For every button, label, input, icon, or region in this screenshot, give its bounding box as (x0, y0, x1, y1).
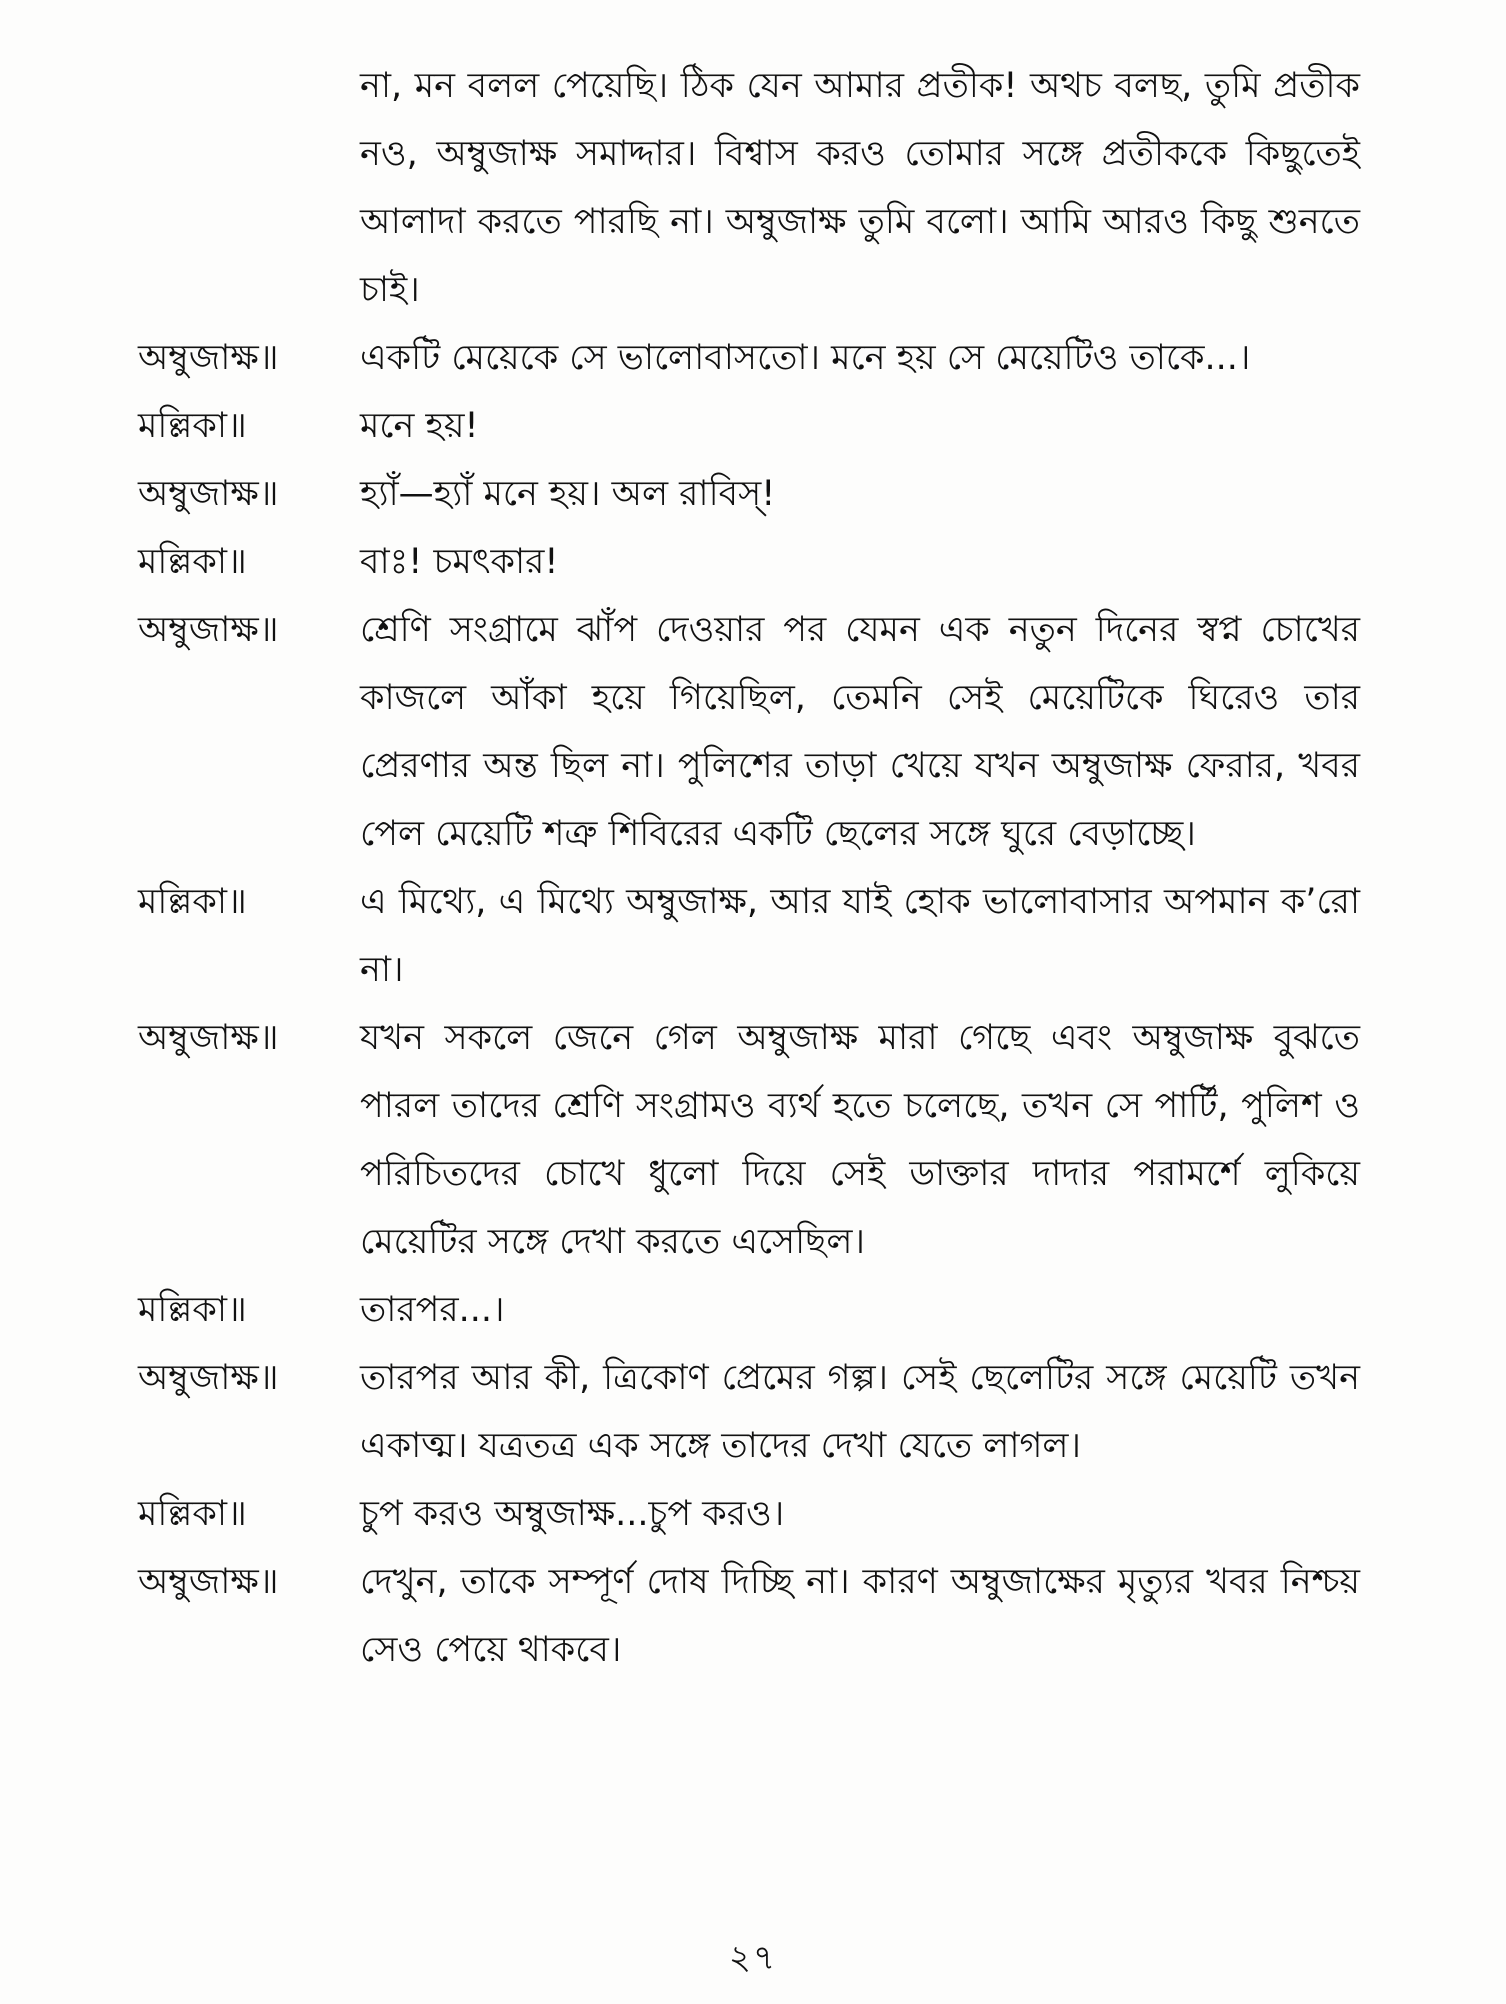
dialogue-text: তারপর...। (360, 1290, 505, 1330)
dialogue-row (138, 1480, 1368, 1548)
speaker-name: মল্লিকা॥ (138, 882, 247, 922)
dialogue-text: শ্রেণি সংগ্রামে ঝাঁপ দেওয়ার পর যেমন এক নতুন দিনের স্বপ্ন চোখের কাজলে আঁকা হয়ে গিয়েছিল, তেমনি সেই মেয়েটিকে ঘিরেও তার প্রেরণার অন্ত ছিল না। পুলিশের তাড়া খেয়ে যখন অম্বুজাক্ষ ফেরার, খবর পেল মেয়েটি শত্রু শিবিরের একটি ছেলের সঙ্গে ঘুরে বেড়াচ্ছে। (360, 610, 1360, 854)
dialogue-text: একটি মেয়েকে সে ভালোবাসতো। মনে হয় সে মেয়েটিও তাকে...। (360, 338, 1251, 378)
dialogue-row (138, 460, 1368, 528)
dialogue-text: দেখুন, তাকে সম্পূর্ণ দোষ দিচ্ছি না। কারণ অম্বুজাক্ষের মৃত্যুর খবর নিশ্চয় সেও পেয়ে থাকবে। (360, 1562, 1360, 1670)
dialogue-row (138, 1548, 1368, 1684)
dialogue-row (138, 528, 1368, 596)
dialogue-row (138, 1004, 1368, 1276)
dialogue-row (138, 392, 1368, 460)
speaker-name: মল্লিকা॥ (138, 1290, 247, 1330)
dialogue-row (138, 1276, 1368, 1344)
page-number: ২৭ (728, 1938, 778, 1978)
dialogue-row (138, 324, 1368, 392)
dialogue-row (138, 1344, 1368, 1480)
speaker-name: মল্লিকা॥ (138, 406, 247, 446)
speaker-name: মল্লিকা॥ (138, 1494, 247, 1534)
dialogue-text: তারপর আর কী, ত্রিকোণ প্রেমের গল্প। সেই ছেলেটির সঙ্গে মেয়েটি তখন একাত্ম। যত্রতত্র এক সঙ্গে তাদের দেখা যেতে লাগল। (360, 1358, 1360, 1466)
speaker-name: অম্বুজাক্ষ॥ (138, 1562, 279, 1602)
dialogue-text: এ মিথ্যে, এ মিথ্যে অম্বুজাক্ষ, আর যাই হোক ভালোবাসার অপমান ক’রো না। (360, 882, 1360, 990)
dialogue-text: যখন সকলে জেনে গেল অম্বুজাক্ষ মারা গেছে এবং অম্বুজাক্ষ বুঝতে পারল তাদের শ্রেণি সংগ্রামও ব্যর্থ হতে চলেছে, তখন সে পার্টি, পুলিশ ও পরিচিতদের চোখে ধুলো দিয়ে সেই ডাক্তার দাদার পরামর্শে লুকিয়ে মেয়েটির সঙ্গে দেখা করতে এসেছিল। (360, 1018, 1360, 1262)
speaker-name: অম্বুজাক্ষ॥ (138, 474, 279, 514)
dialogue-row (138, 52, 1368, 324)
dialogue-block (138, 52, 1368, 1684)
speaker-name: অম্বুজাক্ষ॥ (138, 1358, 279, 1398)
dialogue-text: হ্যাঁ—হ্যাঁ মনে হয়। অল রাবিস্! (360, 474, 776, 514)
speaker-name: অম্বুজাক্ষ॥ (138, 610, 279, 650)
speaker-name: অম্বুজাক্ষ॥ (138, 338, 279, 378)
dialogue-row (138, 596, 1368, 868)
speaker-name: মল্লিকা॥ (138, 542, 247, 582)
dialogue-text: মনে হয়! (360, 406, 479, 446)
dialogue-text: চুপ করও অম্বুজাক্ষ...চুপ করও। (360, 1494, 785, 1534)
dialogue-row (138, 868, 1368, 1004)
dialogue-text: বাঃ! চমৎকার! (360, 542, 559, 582)
speaker-name: অম্বুজাক্ষ॥ (138, 1018, 279, 1058)
dialogue-text: না, মন বলল পেয়েছি। ঠিক যেন আমার প্রতীক! অথচ বলছ, তুমি প্রতীক নও, অম্বুজাক্ষ সমাদ্দার। বিশ্বাস করও তোমার সঙ্গে প্রতীককে কিছুতেই আলাদা করতে পারছি না। অম্বুজাক্ষ তুমি বলো। আমি আরও কিছু শুনতে চাই। (360, 66, 1360, 310)
